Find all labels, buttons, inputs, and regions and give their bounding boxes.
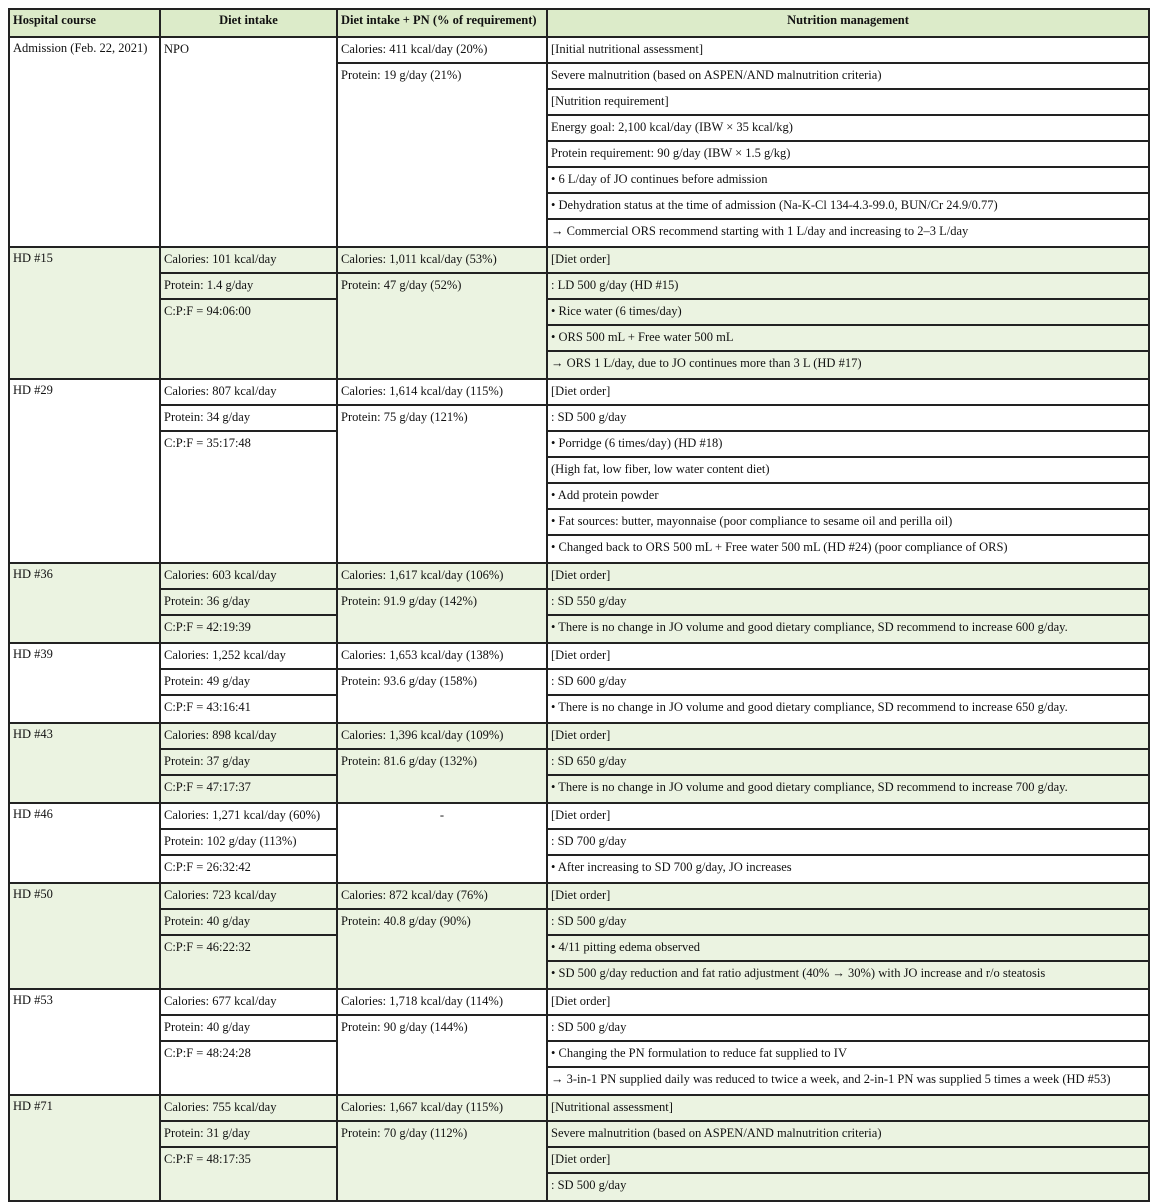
- nutrition-management-line: [Diet order]: [548, 804, 1148, 830]
- header-diet-intake-pn: Diet intake + PN (% of requirement): [337, 9, 547, 37]
- diet-intake-pn-cell: [337, 883, 547, 989]
- nutrition-management-line: [Nutritional assessment]: [548, 1096, 1148, 1122]
- nutrition-management-cell: [547, 803, 1149, 883]
- nutrition-management-line: • Porridge (6 times/day) (HD #18): [548, 432, 1148, 458]
- diet-intake-pn-line: Calories: 872 kcal/day (76%): [338, 884, 546, 910]
- diet-intake-pn-cell: [337, 989, 547, 1095]
- nutrition-management-cell: [547, 723, 1149, 803]
- nutrition-management-cell: [547, 379, 1149, 563]
- nutrition-management-line: • ORS 500 mL + Free water 500 mL: [548, 326, 1148, 352]
- table-row: [9, 1095, 1149, 1201]
- hospital-course-cell: HD #36: [9, 563, 160, 643]
- diet-intake-line: C:P:F = 46:22:32: [164, 940, 251, 954]
- diet-intake-pn-cell: [337, 247, 547, 379]
- diet-intake-cell: [160, 37, 337, 247]
- nutrition-management-line: • Add protein powder: [548, 484, 1148, 510]
- nutrition-management-line: [Diet order]: [548, 380, 1148, 406]
- diet-intake-pn-cell: [337, 803, 547, 883]
- nutrition-management-line: • 6 L/day of JO continues before admission: [548, 168, 1148, 194]
- diet-intake-pn-line: Protein: 47 g/day (52%): [341, 278, 462, 292]
- nutrition-management-line: [Initial nutritional assessment]: [548, 38, 1148, 64]
- diet-intake-line: Protein: 34 g/day: [161, 406, 336, 432]
- diet-intake-pn-line: Calories: 1,667 kcal/day (115%): [338, 1096, 546, 1122]
- diet-intake-line: Calories: 755 kcal/day: [161, 1096, 336, 1122]
- nutrition-management-line: • Dehydration status at the time of admission (Na-K-Cl 134-4.3-99.0, BUN/Cr 24.9/0.77): [548, 194, 1148, 220]
- nutrition-management-line: • There is no change in JO volume and good dietary compliance, SD recommend to increase 650 g/day.: [551, 700, 1068, 714]
- diet-intake-pn-line: Protein: 19 g/day (21%): [341, 68, 462, 82]
- table-body: [9, 37, 1149, 1201]
- diet-intake-line: Calories: 807 kcal/day: [161, 380, 336, 406]
- hospital-course-cell: Admission (Feb. 22, 2021): [9, 37, 160, 247]
- nutrition-management-cell: [547, 247, 1149, 379]
- diet-intake-line: Calories: 1,252 kcal/day: [161, 644, 336, 670]
- nutrition-management-line: : SD 500 g/day: [548, 910, 1148, 936]
- diet-intake-pn-line: Protein: 75 g/day (121%): [341, 410, 468, 424]
- nutrition-management-line: • There is no change in JO volume and good dietary compliance, SD recommend to increase 700 g/day.: [551, 780, 1068, 794]
- diet-intake-pn-line: Calories: 1,718 kcal/day (114%): [338, 990, 546, 1016]
- diet-intake-cell: [160, 379, 337, 563]
- nutrition-management-line: • There is no change in JO volume and good dietary compliance, SD recommend to increase 600 g/day.: [551, 620, 1068, 634]
- nutrition-management-cell: [547, 989, 1149, 1095]
- nutrition-table: [8, 8, 1150, 1202]
- nutrition-management-cell: [547, 563, 1149, 643]
- diet-intake-line: C:P:F = 48:24:28: [164, 1046, 251, 1060]
- diet-intake-pn-line: Protein: 81.6 g/day (132%): [341, 754, 478, 768]
- nutrition-management-line: • Changed back to ORS 500 mL + Free water 500 mL (HD #24) (poor compliance of ORS): [551, 540, 1008, 554]
- diet-intake-line: Protein: 1.4 g/day: [161, 274, 336, 300]
- diet-intake-line: Calories: 898 kcal/day: [161, 724, 336, 750]
- hospital-course-cell: HD #15: [9, 247, 160, 379]
- table-row: [9, 247, 1149, 379]
- nutrition-management-line: Severe malnutrition (based on ASPEN/AND malnutrition criteria): [548, 64, 1148, 90]
- nutrition-management-line: • Fat sources: butter, mayonnaise (poor compliance to sesame oil and perilla oil): [548, 510, 1148, 536]
- hospital-course-cell: HD #71: [9, 1095, 160, 1201]
- nutrition-management-line: : SD 500 g/day: [551, 1178, 627, 1192]
- table-row: [9, 723, 1149, 803]
- diet-intake-pn-line: Calories: 1,653 kcal/day (138%): [338, 644, 546, 670]
- table-row: [9, 37, 1149, 247]
- nutrition-management-line: [Diet order]: [548, 724, 1148, 750]
- header-diet-intake: Diet intake: [160, 9, 337, 37]
- nutrition-management-line: : SD 600 g/day: [548, 670, 1148, 696]
- diet-intake-line: Calories: 723 kcal/day: [161, 884, 336, 910]
- nutrition-management-line: • SD 500 g/day reduction and fat ratio adjustment (40% → 30%) with JO increase and r/o steatosis: [551, 966, 1046, 980]
- nutrition-management-line: • After increasing to SD 700 g/day, JO increases: [551, 860, 792, 874]
- nutrition-management-line: : SD 500 g/day: [548, 406, 1148, 432]
- nutrition-management-line: : SD 500 g/day: [548, 1016, 1148, 1042]
- diet-intake-line: C:P:F = 47:17:37: [164, 780, 251, 794]
- diet-intake-cell: [160, 1095, 337, 1201]
- table-row: [9, 379, 1149, 563]
- diet-intake-pn-line: Protein: 93.6 g/day (158%): [341, 674, 478, 688]
- diet-intake-pn-line: Protein: 70 g/day (112%): [341, 1126, 468, 1140]
- diet-intake-pn-line: Calories: 1,614 kcal/day (115%): [338, 380, 546, 406]
- header-nutrition-management: Nutrition management: [547, 9, 1149, 37]
- nutrition-management-line: [Diet order]: [548, 1148, 1148, 1174]
- hospital-course-cell: HD #50: [9, 883, 160, 989]
- diet-intake-line: Protein: 31 g/day: [161, 1122, 336, 1148]
- nutrition-management-line: [Diet order]: [548, 644, 1148, 670]
- nutrition-management-line: [Diet order]: [548, 990, 1148, 1016]
- nutrition-management-line: : SD 700 g/day: [548, 830, 1148, 856]
- hospital-course-cell: HD #46: [9, 803, 160, 883]
- hospital-course-cell: HD #29: [9, 379, 160, 563]
- diet-intake-line: C:P:F = 26:32:42: [164, 860, 251, 874]
- header-hospital-course: Hospital course: [9, 9, 160, 37]
- nutrition-management-line: : SD 650 g/day: [548, 750, 1148, 776]
- diet-intake-cell: [160, 643, 337, 723]
- nutrition-management-line: (High fat, low fiber, low water content diet): [548, 458, 1148, 484]
- diet-intake-pn-line: Calories: 1,617 kcal/day (106%): [338, 564, 546, 590]
- diet-intake-pn-line: -: [439, 808, 445, 822]
- nutrition-management-line: [Nutrition requirement]: [548, 90, 1148, 116]
- diet-intake-line: Protein: 37 g/day: [161, 750, 336, 776]
- table-row: [9, 883, 1149, 989]
- nutrition-management-line: : SD 550 g/day: [548, 590, 1148, 616]
- diet-intake-cell: [160, 989, 337, 1095]
- diet-intake-pn-line: Calories: 1,396 kcal/day (109%): [338, 724, 546, 750]
- diet-intake-line: C:P:F = 42:19:39: [164, 620, 251, 634]
- diet-intake-pn-line: Calories: 411 kcal/day (20%): [338, 38, 546, 64]
- diet-intake-line: Calories: 603 kcal/day: [161, 564, 336, 590]
- hospital-course-cell: HD #43: [9, 723, 160, 803]
- diet-intake-pn-line: Calories: 1,011 kcal/day (53%): [338, 248, 546, 274]
- diet-intake-pn-line: Protein: 40.8 g/day (90%): [341, 914, 471, 928]
- nutrition-management-line: Protein requirement: 90 g/day (IBW × 1.5 g/kg): [548, 142, 1148, 168]
- nutrition-management-line: : LD 500 g/day (HD #15): [548, 274, 1148, 300]
- table-row: [9, 803, 1149, 883]
- nutrition-management-line: → 3-in-1 PN supplied daily was reduced to twice a week, and 2-in-1 PN was supplied 5 times a week (HD #53): [551, 1072, 1111, 1086]
- diet-intake-line: Calories: 101 kcal/day: [161, 248, 336, 274]
- header-row: [9, 9, 1149, 37]
- diet-intake-line: C:P:F = 43:16:41: [164, 700, 251, 714]
- diet-intake-line: Protein: 40 g/day: [161, 910, 336, 936]
- diet-intake-cell: [160, 883, 337, 989]
- diet-intake-line: Protein: 40 g/day: [161, 1016, 336, 1042]
- diet-intake-pn-cell: [337, 723, 547, 803]
- table-row: [9, 989, 1149, 1095]
- diet-intake-line: C:P:F = 35:17:48: [164, 436, 251, 450]
- hospital-course-cell: HD #39: [9, 643, 160, 723]
- diet-intake-line: Calories: 1,271 kcal/day (60%): [161, 804, 336, 830]
- nutrition-management-line: • Rice water (6 times/day): [548, 300, 1148, 326]
- nutrition-management-line: • 4/11 pitting edema observed: [548, 936, 1148, 962]
- table-row: [9, 563, 1149, 643]
- diet-intake-line: Protein: 36 g/day: [161, 590, 336, 616]
- hospital-course-cell: HD #53: [9, 989, 160, 1095]
- diet-intake-cell: [160, 803, 337, 883]
- diet-intake-pn-line: Protein: 91.9 g/day (142%): [341, 594, 478, 608]
- diet-intake-line: Protein: 49 g/day: [161, 670, 336, 696]
- nutrition-management-cell: [547, 643, 1149, 723]
- diet-intake-line: C:P:F = 48:17:35: [164, 1152, 251, 1166]
- diet-intake-cell: [160, 563, 337, 643]
- diet-intake-cell: [160, 247, 337, 379]
- nutrition-management-cell: [547, 883, 1149, 989]
- diet-intake-pn-cell: [337, 379, 547, 563]
- diet-intake-pn-cell: [337, 563, 547, 643]
- diet-intake-pn-cell: [337, 1095, 547, 1201]
- diet-intake-line: Calories: 677 kcal/day: [161, 990, 336, 1016]
- diet-intake-line: C:P:F = 94:06:00: [164, 304, 251, 318]
- nutrition-management-line: → Commercial ORS recommend starting with 1 L/day and increasing to 2–3 L/day: [551, 224, 969, 238]
- diet-intake-line: Protein: 102 g/day (113%): [161, 830, 336, 856]
- diet-intake-pn-cell: [337, 37, 547, 247]
- nutrition-management-line: [Diet order]: [548, 564, 1148, 590]
- nutrition-management-line: [Diet order]: [548, 884, 1148, 910]
- nutrition-table-container: [8, 8, 1148, 1202]
- diet-intake-cell: [160, 723, 337, 803]
- nutrition-management-line: → ORS 1 L/day, due to JO continues more than 3 L (HD #17): [551, 356, 862, 370]
- diet-intake-pn-line: Protein: 90 g/day (144%): [341, 1020, 468, 1034]
- nutrition-management-cell: [547, 37, 1149, 247]
- diet-intake-line: NPO: [164, 42, 190, 56]
- nutrition-management-line: Energy goal: 2,100 kcal/day (IBW × 35 kcal/kg): [548, 116, 1148, 142]
- nutrition-management-line: Severe malnutrition (based on ASPEN/AND malnutrition criteria): [548, 1122, 1148, 1148]
- nutrition-management-cell: [547, 1095, 1149, 1201]
- diet-intake-pn-cell: [337, 643, 547, 723]
- nutrition-management-line: [Diet order]: [548, 248, 1148, 274]
- nutrition-management-line: • Changing the PN formulation to reduce fat supplied to IV: [548, 1042, 1148, 1068]
- table-row: [9, 643, 1149, 723]
